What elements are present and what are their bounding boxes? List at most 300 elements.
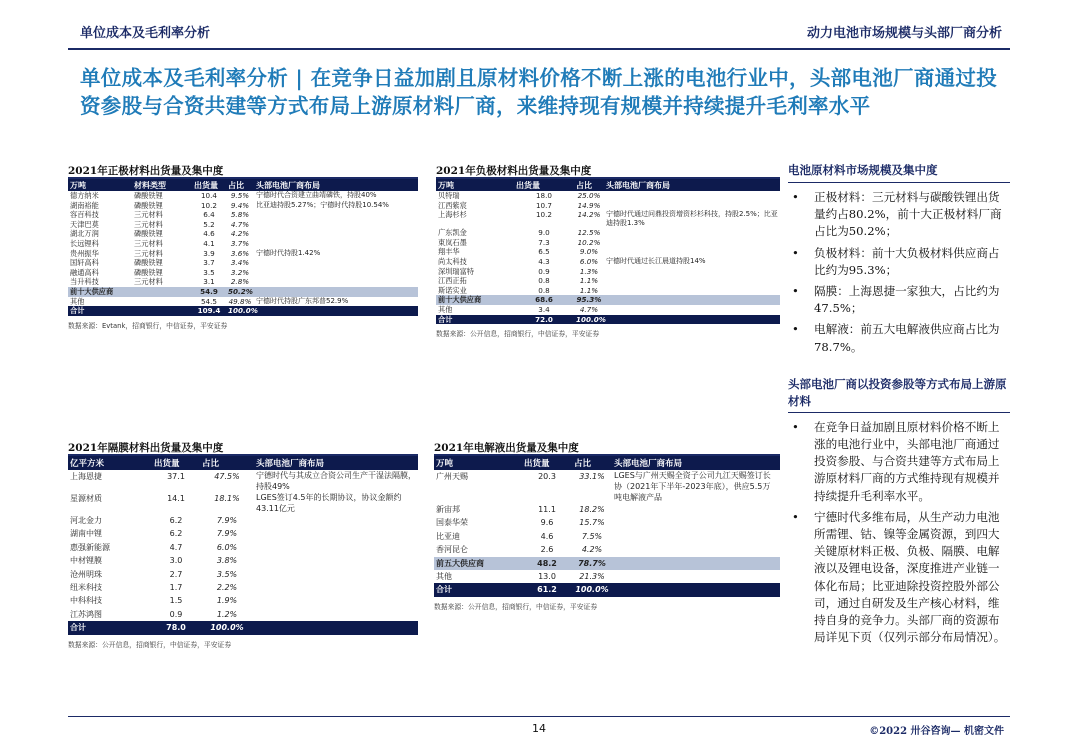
- table-cell: [612, 583, 780, 596]
- column-header: 出货量: [514, 179, 574, 191]
- table-row: [436, 276, 780, 286]
- sidebar: [788, 162, 1010, 650]
- bullet-icon: •: [792, 322, 799, 337]
- table-cell: 9.4%: [230, 200, 250, 210]
- table-cell: [254, 220, 418, 230]
- table-cell: 上海杉杉: [438, 210, 467, 220]
- separator-table-title: 2021年隔膜材料出货量及集中度: [68, 441, 418, 456]
- copyright: ©2022 卅谷咨询— 机密文件: [869, 726, 1004, 737]
- table-row: [68, 594, 418, 607]
- table-cell: [604, 315, 780, 325]
- separator-source: 数据来源：公开信息，招商银行，中信证券，平安证券: [68, 640, 232, 649]
- table-cell: 合计: [436, 315, 514, 325]
- table-cell: 合计: [68, 621, 152, 634]
- sidebar-heading-market: 电池原材料市场规模及集中度: [788, 162, 1010, 183]
- table-cell: 0.9: [169, 609, 183, 619]
- table-cell: 1.3%: [579, 266, 599, 276]
- cathode-table-title: 2021年正极材料出货量及集中度: [68, 164, 418, 179]
- table-cell: 惠强新能源: [70, 542, 110, 552]
- table-cell: 河北金力: [70, 516, 102, 525]
- table-cell: 合计: [434, 583, 522, 596]
- top10-row: [68, 287, 418, 297]
- table-cell: 星源材质: [70, 494, 102, 503]
- table-row: [68, 258, 418, 268]
- table-cell: 天津巴莫: [70, 219, 99, 229]
- anode-table: [436, 179, 780, 324]
- table-row: [434, 543, 780, 556]
- table-cell: [604, 286, 780, 296]
- table-cell: 3.1: [203, 277, 215, 287]
- column-header: 占比: [574, 179, 604, 191]
- table-row: [436, 228, 780, 238]
- table-cell: 宁德时代持股广东邦普52.9%: [256, 296, 349, 305]
- table-row: [68, 541, 418, 554]
- table-cell: 宁德时代合资建立曲靖磷铁，持股40%: [256, 191, 377, 199]
- bullet-icon: •: [792, 509, 799, 524]
- table-cell: 7.5%: [581, 531, 603, 541]
- table-cell: 江西正拓: [438, 276, 467, 286]
- table-cell: 前十大供应商: [68, 287, 132, 297]
- table-cell: 江西紫宸: [438, 200, 467, 210]
- table-cell: 10.4: [200, 191, 217, 200]
- table-cell: 三元材料: [134, 248, 163, 258]
- header-section-title: 单位成本及毛利率分析: [80, 26, 211, 41]
- sidebar-upstream-list: [788, 419, 1010, 647]
- table-cell: 61.2: [522, 583, 572, 596]
- table-row: [68, 470, 418, 492]
- table-row: [68, 554, 418, 567]
- table-cell: 融通高科: [70, 267, 99, 277]
- table-cell: 纽米科技: [70, 583, 102, 593]
- table-cell: 磷酸铁锂: [134, 191, 163, 200]
- table-cell: [254, 258, 418, 268]
- table-cell: 1.5: [169, 596, 183, 606]
- table-cell: 4.2%: [230, 229, 250, 239]
- header-band: [0, 0, 1080, 50]
- table-cell: 100.0%: [228, 306, 258, 316]
- table-cell: 德方纳米: [70, 191, 99, 200]
- table-cell: 贝特瑞: [438, 191, 460, 200]
- table-row: [68, 277, 418, 287]
- electrolyte-table: [434, 456, 780, 597]
- bullet-item: [788, 245, 1010, 279]
- column-header: 万吨: [68, 179, 132, 191]
- table-row: [436, 247, 780, 257]
- table-cell: [254, 608, 418, 621]
- table-cell: 三元材料: [134, 277, 163, 287]
- bullet-text: 宁德时代多维布局，从生产动力电池所需锂、钴、镍等金属资源，到四大关键原材料正极、负极、隔膜、电解液以及锂电设备，深度推进产业链一体化布局；比亚迪除投资控股外部公司，通过自研发及生产核心材料，维持自身的竞争力。头部厂商的资源布局详见下页（仅列示部分布局情况）。: [814, 509, 1006, 645]
- table-cell: 宁德时代通过问鼎投资增资杉杉科技，持股2.5%；比亚迪持股1.3%: [606, 210, 778, 228]
- table-row: [436, 238, 780, 248]
- table-cell: 4.7%: [579, 304, 599, 314]
- table-cell: [254, 541, 418, 554]
- table-cell: 宁德时代与其成立合资公司生产干湿法隔膜，持股49%: [256, 471, 416, 491]
- table-cell: 109.4: [192, 306, 226, 316]
- table-cell: 前十大供应商: [436, 295, 514, 305]
- sidebar-heading-upstream: 头部电池厂商以投资参股等方式布局上游原材料: [788, 376, 1010, 413]
- bullet-item: [788, 509, 1010, 647]
- table-cell: 4.1: [203, 238, 215, 248]
- table-cell: 3.9: [203, 248, 215, 258]
- bullet-item: [788, 189, 1010, 241]
- sidebar-market-list: [788, 189, 1010, 356]
- table-cell: [254, 621, 418, 634]
- column-header: 占比: [572, 456, 612, 470]
- table-cell: 2.6: [540, 545, 554, 555]
- table-cell: 上海恩捷: [70, 472, 102, 481]
- bullet-item: [788, 321, 1010, 355]
- table-row: [68, 514, 418, 527]
- table-row: [68, 239, 418, 249]
- table-cell: 21.3%: [579, 572, 605, 582]
- table-cell: 3.7: [203, 258, 215, 268]
- top5-row: [434, 557, 780, 570]
- table-cell: 49.8%: [228, 296, 252, 306]
- table-cell: 54.5: [200, 296, 217, 306]
- table-cell: LGES签订4.5年的长期协议，协议金额约43.11亿元: [256, 493, 402, 513]
- table-cell: [254, 268, 418, 278]
- table-row: [434, 503, 780, 516]
- table-cell: 78.7%: [572, 557, 612, 570]
- table-cell: 9.0: [538, 228, 550, 238]
- table-cell: 沧州明珠: [70, 569, 102, 579]
- table-cell: 4.7: [169, 542, 183, 552]
- table-cell: [612, 543, 780, 556]
- table-cell: 6.2: [169, 516, 183, 525]
- table-cell: 14.1: [167, 494, 185, 503]
- table-cell: 6.2: [169, 529, 183, 539]
- table-cell: [612, 503, 780, 516]
- table-row: [68, 581, 418, 594]
- table-cell: [612, 516, 780, 529]
- table-cell: 容百科技: [70, 210, 99, 220]
- table-cell: 100.0%: [572, 583, 612, 596]
- cathode-source: 数据来源：Evtank，招商银行，中信证券，平安证券: [68, 321, 228, 330]
- table-cell: 斯诺实业: [438, 285, 467, 295]
- table-cell: 10.2%: [577, 237, 601, 247]
- total-row: [68, 621, 418, 634]
- table-cell: 6.0%: [216, 542, 238, 552]
- table-cell: [604, 295, 780, 305]
- table-row: [68, 220, 418, 230]
- table-cell: 2.2%: [216, 583, 238, 593]
- bullet-text: 隔膜：上海恩捷一家独大，占比约为47.5%；: [814, 284, 1000, 316]
- separator-table-block: [68, 441, 418, 649]
- table-cell: [604, 191, 780, 201]
- bullet-text: 电解液：前五大电解液供应商占比为78.7%。: [814, 322, 1000, 354]
- cathode-header-row: [68, 179, 418, 191]
- table-cell: 3.8%: [216, 556, 238, 566]
- table-cell: 中材锂膜: [70, 556, 102, 566]
- electrolyte-source: 数据来源：公开信息，招商银行，中信证券，平安证券: [434, 602, 598, 611]
- table-cell: 2.8%: [230, 277, 250, 287]
- table-cell: [254, 306, 418, 316]
- table-cell: [612, 557, 780, 570]
- anode-table-block: [436, 164, 780, 338]
- table-cell: 湖南裕能: [70, 200, 99, 210]
- table-row: [436, 191, 780, 201]
- table-cell: 5.2: [203, 219, 215, 229]
- table-cell: 18.1%: [214, 494, 240, 503]
- table-row: [436, 210, 780, 228]
- table-cell: 11.1: [538, 505, 556, 514]
- table-cell: 20.3: [538, 472, 556, 481]
- column-header: 占比: [200, 456, 254, 470]
- table-row: [68, 201, 418, 211]
- anode-source: 数据来源：公开信息，招商银行，中信证券，平安证券: [436, 330, 600, 339]
- table-cell: [132, 297, 192, 307]
- table-cell: 4.2%: [581, 545, 603, 555]
- table-row: [434, 470, 780, 503]
- header-report-title: 动力电池市场规模与头部厂商分析: [806, 26, 1002, 41]
- table-cell: 3.4: [538, 304, 550, 314]
- column-header: 亿平方米: [68, 456, 152, 470]
- table-cell: 18.2%: [579, 505, 605, 514]
- table-cell: 中科科技: [70, 596, 102, 606]
- table-cell: [604, 305, 780, 315]
- table-row: [68, 568, 418, 581]
- table-cell: 72.0: [514, 315, 574, 325]
- table-cell: 13.0: [538, 572, 556, 582]
- anode-header-row: [436, 179, 780, 191]
- table-cell: [254, 568, 418, 581]
- table-cell: 5.8%: [230, 210, 250, 220]
- table-cell: 10.2: [535, 210, 552, 220]
- table-row: [68, 210, 418, 220]
- table-cell: 18.0: [535, 191, 552, 200]
- table-cell: 3.5%: [216, 569, 238, 579]
- table-cell: 33.1%: [579, 472, 605, 481]
- table-cell: 95.3%: [574, 295, 604, 305]
- table-cell: [612, 530, 780, 543]
- table-cell: [254, 239, 418, 249]
- bullet-icon: •: [792, 284, 799, 299]
- table-cell: 其他: [436, 572, 452, 582]
- table-cell: [254, 277, 418, 287]
- column-header: 头部电池厂商布局: [254, 179, 418, 191]
- table-cell: 前五大供应商: [434, 557, 522, 570]
- table-cell: 47.5%: [214, 472, 240, 481]
- table-cell: 3.4%: [230, 258, 250, 268]
- separator-header-row: [68, 456, 418, 470]
- table-cell: 江苏鸿图: [70, 609, 102, 619]
- table-cell: 磷酸铁锂: [134, 200, 163, 210]
- table-cell: 1.2%: [216, 609, 238, 619]
- page-number: 14: [532, 722, 546, 735]
- table-cell: 合计: [68, 306, 132, 316]
- table-cell: 宁德时代持股1.42%: [256, 248, 321, 257]
- table-cell: 香河昆仑: [436, 545, 468, 555]
- table-cell: 其他: [438, 304, 453, 314]
- table-cell: 三元材料: [134, 219, 163, 229]
- table-cell: 3.2%: [230, 267, 250, 277]
- table-cell: 3.0: [169, 556, 183, 566]
- others-row: [68, 297, 418, 307]
- table-cell: 1.7: [169, 583, 183, 593]
- table-cell: 比亚迪持股5.27%；宁德时代持股10.54%: [256, 200, 389, 209]
- table-cell: 长远锂科: [70, 238, 99, 248]
- table-cell: [604, 267, 780, 277]
- total-row: [436, 315, 780, 325]
- table-cell: 100.0%: [576, 314, 606, 324]
- table-cell: 7.9%: [216, 529, 238, 539]
- table-cell: 广东凯金: [438, 228, 467, 238]
- table-cell: 磷酸铁锂: [134, 258, 163, 268]
- table-cell: [254, 229, 418, 239]
- table-cell: 14.2%: [577, 210, 601, 220]
- table-row: [436, 257, 780, 267]
- footer-rule: [68, 716, 1010, 717]
- table-cell: 9.5%: [230, 191, 250, 200]
- table-cell: 6.5: [538, 247, 550, 257]
- table-row: [68, 229, 418, 239]
- table-cell: 9.6: [540, 518, 554, 528]
- table-cell: [604, 201, 780, 211]
- table-cell: 48.2: [522, 557, 572, 570]
- table-cell: [604, 276, 780, 286]
- table-cell: [254, 514, 418, 527]
- table-cell: [604, 228, 780, 238]
- table-cell: 4.3: [538, 256, 550, 266]
- table-cell: 比亚迪: [436, 531, 460, 541]
- table-cell: 湖南中锂: [70, 529, 102, 539]
- bullet-icon: •: [792, 245, 799, 260]
- table-cell: 尚太科技: [438, 256, 467, 266]
- table-cell: 10.7: [535, 200, 552, 210]
- table-cell: 50.2%: [228, 286, 253, 296]
- table-cell: 6.0%: [579, 256, 599, 266]
- table-cell: 1.9%: [216, 596, 238, 606]
- cathode-table: [68, 179, 418, 316]
- table-cell: 湖北万润: [70, 229, 99, 239]
- table-cell: [254, 581, 418, 594]
- table-cell: 磷酸铁锂: [134, 267, 163, 277]
- table-cell: [132, 306, 192, 316]
- table-cell: 7.9%: [216, 516, 238, 525]
- table-cell: 三元材料: [134, 238, 163, 248]
- table-cell: 广州天赐: [436, 472, 468, 481]
- table-cell: 其他: [70, 296, 85, 306]
- table-cell: 12.5%: [577, 228, 601, 238]
- table-cell: 翔丰华: [438, 247, 460, 257]
- table-row: [68, 527, 418, 540]
- bullet-icon: •: [792, 190, 799, 204]
- top10-row: [436, 295, 780, 305]
- table-row: [68, 608, 418, 621]
- column-header: 出货量: [152, 456, 200, 470]
- electrolyte-header-row: [434, 456, 780, 470]
- table-cell: [254, 554, 418, 567]
- table-cell: 3.5: [203, 267, 215, 277]
- bullet-item: [788, 283, 1010, 317]
- total-row: [434, 583, 780, 596]
- table-cell: 15.7%: [579, 518, 605, 528]
- cathode-table-block: [68, 164, 418, 330]
- table-row: [434, 530, 780, 543]
- table-cell: 3.7%: [230, 238, 250, 248]
- column-header: 占比: [226, 179, 254, 191]
- table-cell: 25.0%: [577, 191, 601, 200]
- separator-table: [68, 456, 418, 635]
- header-rule: [68, 48, 1010, 50]
- column-header: 头部电池厂商布局: [604, 179, 780, 191]
- table-cell: 2.7: [169, 569, 183, 579]
- electrolyte-table-title: 2021年电解液出货量及集中度: [434, 441, 780, 456]
- table-cell: 1.1%: [579, 285, 599, 295]
- column-header: 头部电池厂商布局: [254, 456, 418, 470]
- table-cell: 68.6: [514, 295, 574, 305]
- table-cell: 0.8: [538, 285, 550, 295]
- table-cell: [612, 570, 780, 583]
- table-cell: 贵州振华: [70, 248, 99, 258]
- table-cell: 国泰华荣: [436, 518, 468, 528]
- table-row: [436, 201, 780, 211]
- table-cell: 10.2: [200, 200, 217, 210]
- table-row: [68, 191, 418, 201]
- table-row: [436, 286, 780, 296]
- table-cell: 磷酸铁锂: [134, 229, 163, 239]
- table-cell: [254, 210, 418, 220]
- table-cell: 国轩高科: [70, 258, 99, 268]
- bullet-item: [788, 419, 1010, 505]
- table-cell: [604, 247, 780, 257]
- page-headline: 单位成本及毛利率分析 | 在竞争日益加剧且原材料价格不断上涨的电池行业中，头部电池厂商通过投资参股与合资共建等方式布局上游原材料厂商，来维持现有规模并持续提升毛利率水平: [80, 66, 998, 118]
- table-cell: 54.9: [192, 287, 226, 297]
- table-cell: [254, 287, 418, 297]
- table-cell: 東岚石墨: [438, 237, 467, 247]
- table-cell: 0.9: [538, 266, 550, 276]
- table-cell: 37.1: [167, 472, 185, 481]
- table-cell: 4.7%: [230, 219, 250, 229]
- table-cell: 三元材料: [134, 210, 163, 220]
- bullet-icon: •: [792, 419, 799, 434]
- column-header: 出货量: [192, 179, 226, 191]
- table-cell: 当升科技: [70, 277, 99, 287]
- total-row: [68, 306, 418, 316]
- others-row: [434, 570, 780, 583]
- table-cell: 100.0%: [200, 621, 254, 634]
- table-cell: 4.6: [203, 229, 215, 239]
- table-row: [68, 268, 418, 278]
- table-cell: 78.0: [152, 621, 200, 634]
- table-row: [68, 249, 418, 259]
- table-cell: 4.6: [540, 531, 554, 541]
- column-header: 材料类型: [132, 179, 192, 191]
- others-row: [436, 305, 780, 315]
- table-cell: 7.3: [538, 237, 550, 247]
- table-cell: 深圳瑞富特: [438, 266, 474, 276]
- bullet-text: 在竞争日益加剧且原材料价格不断上涨的电池行业中，头部电池厂商通过投资参股、与合资共建等方式布局上游原材料厂商的方式维持现有规模并持续提升毛利率水平。: [814, 419, 1000, 503]
- table-cell: 6.4: [203, 210, 215, 220]
- table-row: [434, 516, 780, 529]
- column-header: 万吨: [434, 456, 522, 470]
- bullet-text: 正极材料：三元材料与碳酸铁锂出货量约占80.2%，前十大正极材料厂商占比为50.2%；: [814, 190, 1002, 239]
- column-header: 万吨: [436, 179, 514, 191]
- electrolyte-table-block: [434, 441, 780, 611]
- table-cell: 新宙邦: [436, 505, 460, 514]
- anode-table-title: 2021年负极材料出货量及集中度: [436, 164, 780, 179]
- table-row: [436, 267, 780, 277]
- bullet-text: 负极材料：前十大负极材料供应商占比约为95.3%；: [814, 245, 1000, 277]
- table-cell: LGES与广州天赐全资子公司九江天赐签订长协（2021年下半年-2023年底），供应5.5万吨电解液产品: [614, 471, 771, 502]
- table-cell: 3.6%: [230, 248, 250, 258]
- table-cell: [254, 527, 418, 540]
- table-cell: 1.1%: [579, 276, 599, 286]
- table-cell: [604, 238, 780, 248]
- table-cell: [254, 594, 418, 607]
- column-header: 头部电池厂商布局: [612, 456, 780, 470]
- table-cell: 0.8: [538, 276, 550, 286]
